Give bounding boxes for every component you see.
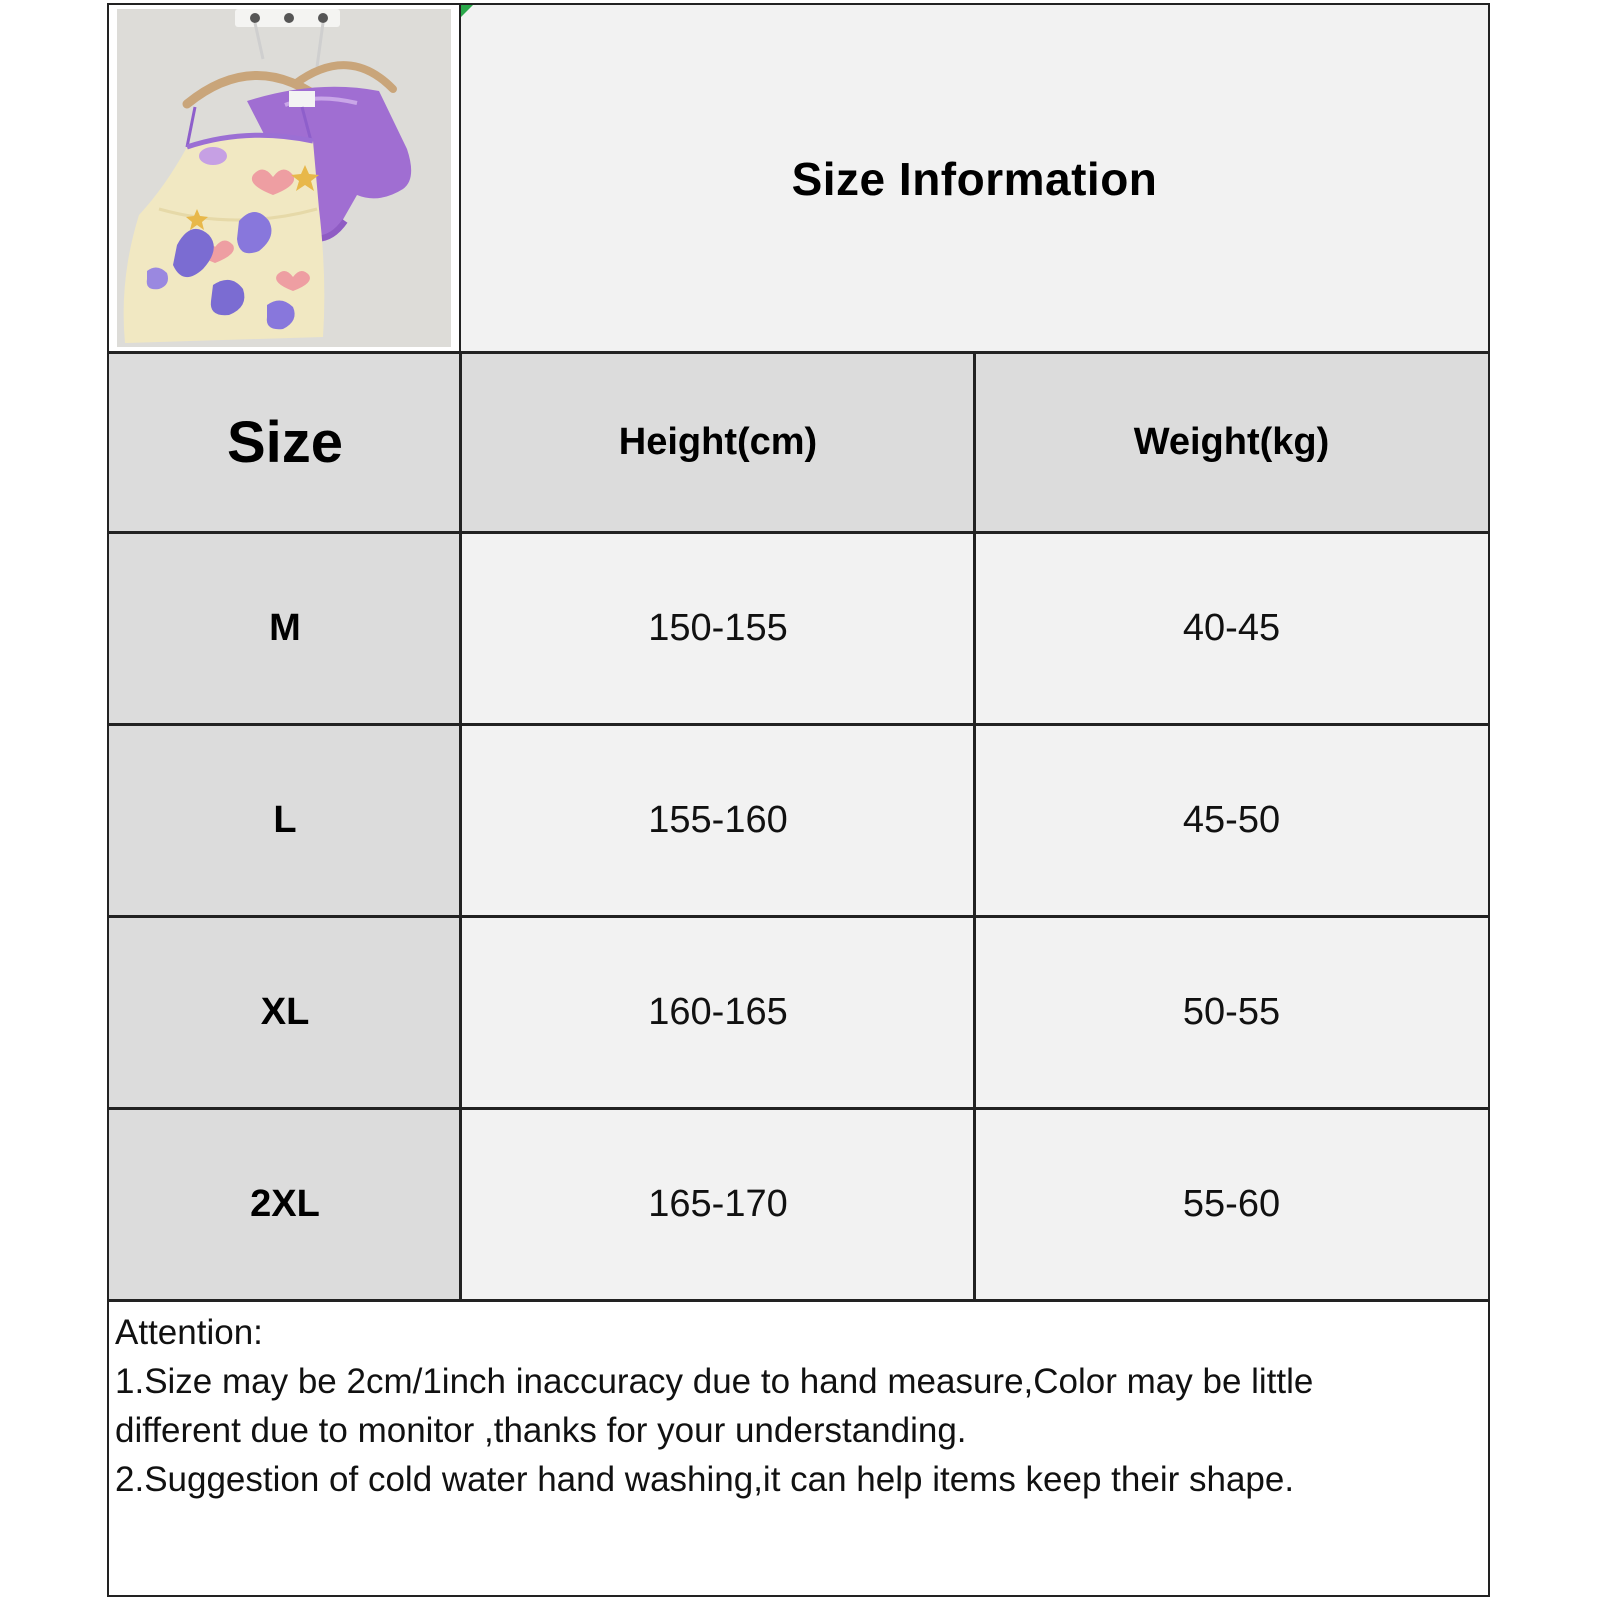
grid-divider (109, 1107, 1488, 1110)
note-line: different due to monitor ,thanks for your understanding. (115, 1411, 967, 1450)
cell-marker-icon (461, 5, 473, 17)
size-value: L (273, 798, 297, 841)
page-title: Size Information (791, 152, 1158, 205)
header-size-cell (109, 352, 461, 532)
weight-cell (975, 532, 1488, 724)
header-weight: Weight(kg) (1133, 420, 1330, 463)
header-weight-cell (975, 352, 1488, 532)
grid-divider (109, 1299, 1488, 1302)
table-row (109, 1108, 461, 1300)
weight-value: 50-55 (1182, 990, 1281, 1033)
notes-heading: Attention: (115, 1313, 263, 1352)
grid-divider (109, 531, 1488, 534)
height-value: 155-160 (648, 798, 788, 841)
pajama-set-illustration (117, 9, 451, 347)
height-cell (461, 916, 975, 1108)
table-row (109, 532, 461, 724)
table-row (109, 724, 461, 916)
height-value: 165-170 (648, 1182, 788, 1225)
header-height: Height(cm) (618, 420, 818, 463)
weight-cell (975, 916, 1488, 1108)
grid-divider (109, 351, 1488, 354)
height-cell (461, 1108, 975, 1300)
note-line: 2.Suggestion of cold water hand washing,it can help items keep their shape. (115, 1460, 1295, 1499)
header-height-cell (461, 352, 975, 532)
height-cell (461, 532, 975, 724)
weight-cell (975, 1108, 1488, 1300)
size-chart (107, 3, 1490, 1597)
height-cell (461, 724, 975, 916)
attention-notes (115, 1308, 1475, 1504)
weight-value: 55-60 (1182, 1182, 1281, 1225)
table-row (109, 916, 461, 1108)
weight-value: 40-45 (1182, 606, 1281, 649)
grid-divider (109, 915, 1488, 918)
grid-divider (973, 351, 976, 1302)
size-value: XL (260, 990, 310, 1033)
grid-divider (459, 351, 462, 1302)
note-line: 1.Size may be 2cm/1inch inaccuracy due to hand measure,Color may be little (115, 1362, 1314, 1401)
grid-divider (109, 723, 1488, 726)
header-size: Size (226, 409, 344, 475)
title-cell (461, 5, 1488, 352)
size-value: M (269, 606, 301, 649)
size-value: 2XL (250, 1182, 320, 1225)
height-value: 150-155 (648, 606, 788, 649)
weight-value: 45-50 (1182, 798, 1281, 841)
weight-cell (975, 724, 1488, 916)
photo-cell (109, 5, 461, 352)
product-photo (117, 9, 451, 347)
height-value: 160-165 (648, 990, 788, 1033)
